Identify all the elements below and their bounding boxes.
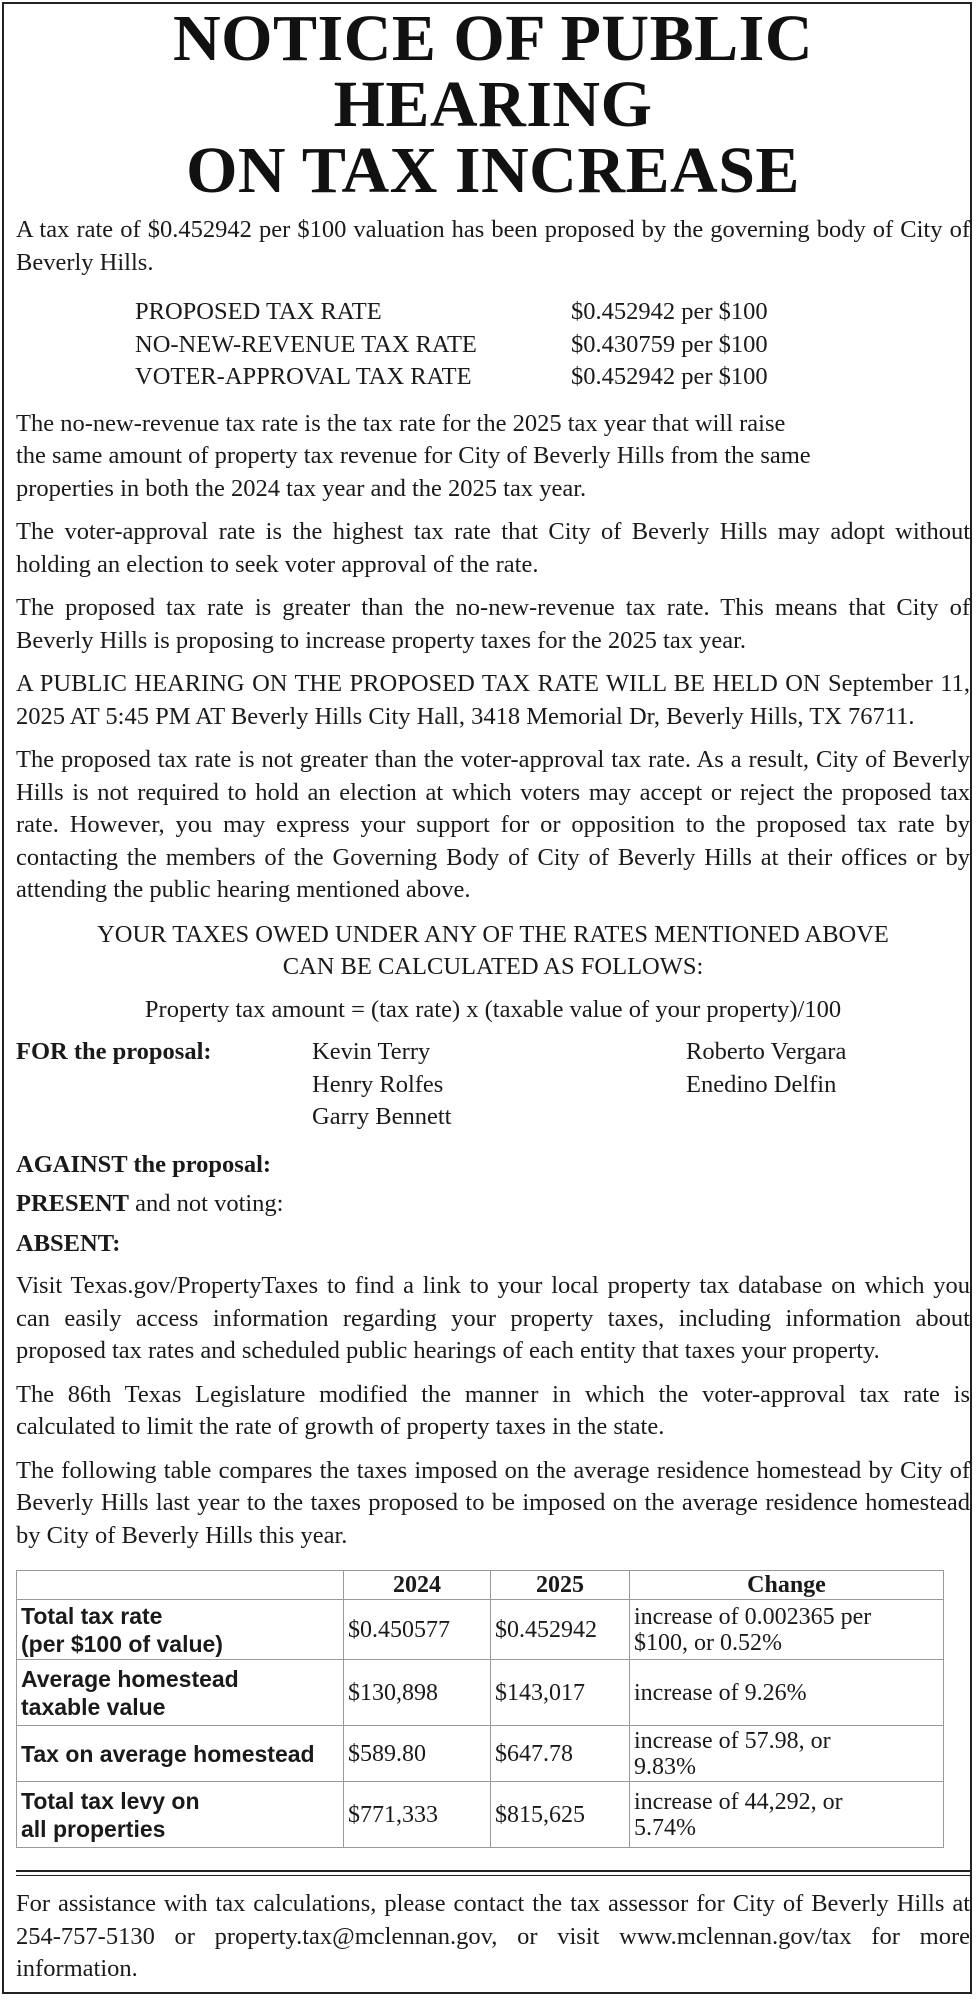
rate-row xyxy=(135,296,855,329)
greater-rate-paragraph: The proposed tax rate is greater than the no-new-revenue tax rate. This means that City of Beverly Hills is proposing to increase property taxes for the 2025 tax year. xyxy=(16,594,970,654)
row-label xyxy=(17,1782,344,1848)
header-change: Change xyxy=(630,1571,944,1600)
row-label-line: Total tax rate xyxy=(21,1602,163,1629)
rate-row xyxy=(135,361,855,394)
table-intro-paragraph: The following table compares the taxes imposed on the average residence homestead by City of Beverly Hills last year to the taxes proposed to be imposed on the average residence homestead by City of Beverly Hills this year. xyxy=(16,1456,970,1549)
row-label-line: taxable value xyxy=(21,1693,166,1720)
no-new-revenue-paragraph xyxy=(16,408,970,506)
present-line xyxy=(16,1188,970,1221)
cell-2025: $815,625 xyxy=(491,1782,630,1848)
visit-paragraph: Visit Texas.gov/PropertyTaxes to find a link to your local property tax database on which you can easily access information regarding your property taxes, including information about proposed tax rates and scheduled public hearings of each entity that taxes your property. xyxy=(16,1272,970,1364)
change-line: 9.83% xyxy=(634,1753,696,1780)
rate-row xyxy=(135,329,855,362)
change-line: $100, or 0.52% xyxy=(634,1629,782,1656)
footer-divider xyxy=(16,1848,970,1888)
absent-label: ABSENT: xyxy=(16,1229,121,1257)
nnr-line-3: properties in both the 2024 tax year and the 2025 tax year. xyxy=(16,474,587,502)
vote-table xyxy=(16,1036,970,1134)
footer-assistance: For assistance with tax calculations, please contact the tax assessor for City of Beverly Hills at 254-757-5130 or property.tax@mclennan.gov, or visit www.mclennan.gov/tax for more information. xyxy=(16,1890,970,1982)
notice-border xyxy=(2,2,972,1994)
cell-2024: $0.450577 xyxy=(344,1600,491,1660)
table-row xyxy=(17,1600,944,1660)
cell-change xyxy=(630,1782,944,1848)
change-line: increase of 44,292, or xyxy=(634,1788,843,1815)
rate-value: $0.430759 per $100 xyxy=(571,330,768,358)
row-label-line: all properties xyxy=(21,1815,166,1842)
for-member: Garry Bennett xyxy=(312,1103,452,1130)
cell-2025: $647.78 xyxy=(491,1726,630,1782)
for-member: Enedino Delfin xyxy=(686,1070,837,1098)
header-2024: 2024 xyxy=(344,1571,491,1600)
row-label-line: (per $100 of value) xyxy=(21,1630,223,1657)
cell-change xyxy=(630,1600,944,1660)
change-line: increase of 0.002365 per xyxy=(634,1603,872,1630)
for-member: Roberto Vergara xyxy=(686,1038,847,1065)
change-line: increase of 57.98, or xyxy=(634,1727,831,1754)
cell-change: increase of 9.26% xyxy=(630,1660,944,1726)
table-row xyxy=(17,1726,944,1782)
cell-2024: $130,898 xyxy=(344,1660,491,1726)
against-label: AGAINST the proposal: xyxy=(16,1150,272,1178)
rate-value: $0.452942 per $100 xyxy=(571,298,768,325)
comparison-table xyxy=(16,1570,944,1848)
table-row xyxy=(17,1782,944,1848)
against-line xyxy=(16,1149,970,1182)
divider-line xyxy=(16,1870,970,1872)
for-member: Henry Rolfes xyxy=(312,1070,444,1098)
notice-content xyxy=(16,4,970,1986)
table-row xyxy=(17,1660,944,1726)
row-label xyxy=(17,1660,344,1726)
divider-line xyxy=(16,1875,970,1876)
row-label: Tax on average homestead xyxy=(17,1726,344,1782)
nnr-line-2: the same amount of property tax revenue for City of Beverly Hills from the same xyxy=(16,442,811,469)
nnr-line-1: The no-new-revenue tax rate is the tax rate for the 2025 tax year that will raise xyxy=(16,409,786,437)
table-header-row xyxy=(17,1571,944,1600)
present-label: PRESENT xyxy=(16,1190,130,1217)
cell-2025: $0.452942 xyxy=(491,1600,630,1660)
legislature-paragraph: The 86th Texas Legislature modified the manner in which the voter-approval tax rate is calculated to limit the rate of growth of property taxes in the state. xyxy=(16,1380,970,1440)
intro-paragraph: A tax rate of $0.452942 per $100 valuation has been proposed by the governing body of City of Beverly Hills. xyxy=(16,216,970,276)
rate-value: $0.452942 per $100 xyxy=(571,363,768,390)
present-rest: and not voting: xyxy=(129,1190,284,1217)
header-blank xyxy=(17,1571,344,1600)
header-2025: 2025 xyxy=(491,1571,630,1600)
cell-2025: $143,017 xyxy=(491,1660,630,1726)
voter-approval-paragraph: The voter-approval rate is the highest tax rate that City of Beverly Hills may adopt without holding an election to seek voter approval of the rate. xyxy=(16,518,970,578)
cell-2024: $589.80 xyxy=(344,1726,491,1782)
owed-line-1: YOUR TAXES OWED UNDER ANY OF THE RATES MENTIONED ABOVE xyxy=(97,920,889,948)
taxes-owed-heading xyxy=(16,919,970,984)
row-label xyxy=(17,1600,344,1660)
rate-label: PROPOSED TAX RATE xyxy=(135,298,382,325)
title-line-2: ON TAX INCREASE xyxy=(186,134,800,207)
rate-label: NO-NEW-REVENUE TAX RATE xyxy=(135,330,477,358)
change-line: 5.74% xyxy=(634,1814,696,1841)
public-hearing-paragraph: A PUBLIC HEARING ON THE PROPOSED TAX RATE WILL BE HELD ON September 11, 2025 AT 5:45 PM AT Beverly Hills City Hall, 3418 Memorial Dr, Beverly Hills, TX 76711. xyxy=(16,670,970,730)
page-title xyxy=(16,2,970,207)
not-greater-paragraph: The proposed tax rate is not greater than the voter-approval tax rate. As a result, City of Beverly Hills is not required to hold an election at which voters may accept or reject the proposed tax rate. However, you may express your support for or opposition to the proposed tax rate by contacting the members of the Governing Body of City of Beverly Hills at their offices or by attending the public hearing mentioned above. xyxy=(16,746,970,903)
absent-line xyxy=(16,1228,970,1261)
title-line-1: NOTICE OF PUBLIC HEARING xyxy=(173,2,813,141)
for-label: FOR the proposal: xyxy=(16,1038,212,1065)
for-member: Kevin Terry xyxy=(312,1038,431,1065)
cell-change xyxy=(630,1726,944,1782)
rates-table xyxy=(135,296,855,394)
rate-label: VOTER-APPROVAL TAX RATE xyxy=(135,363,472,390)
cell-2024: $771,333 xyxy=(344,1782,491,1848)
row-label-line: Total tax levy on xyxy=(21,1787,200,1814)
owed-line-2: CAN BE CALCULATED AS FOLLOWS: xyxy=(282,953,704,980)
tax-formula: Property tax amount = (tax rate) x (taxable value of your property)/100 xyxy=(144,995,842,1023)
row-label-line: Average homestead xyxy=(21,1665,239,1692)
